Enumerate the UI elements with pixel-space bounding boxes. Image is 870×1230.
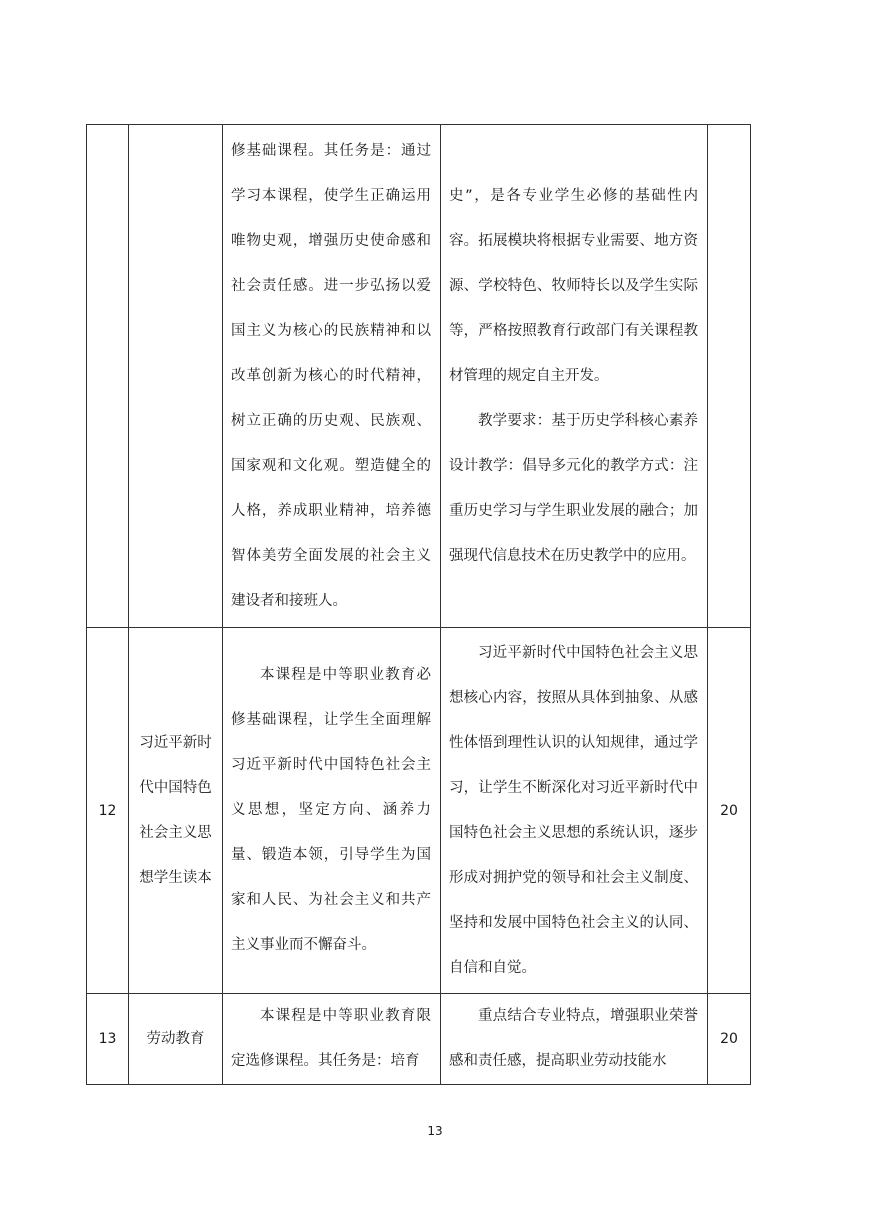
- row-number-cell: 12: [87, 628, 129, 994]
- hours-cell: 20: [708, 628, 751, 994]
- course-task-cell: [223, 994, 441, 1085]
- course-name-cell: [129, 628, 223, 994]
- course-content-cell: [441, 994, 708, 1085]
- course-task-text: 本课程是中等职业教育必修基础课程，让学生全面理解习近平新时代中国特色社会主义思想，坚定方向、涵养力量、锻造本领，引导学生为国家和人民、为社会主义和共产主义事业而不懈奋斗。: [231, 667, 431, 953]
- course-content-text: 习近平新时代中国特色社会主义思想核心内容，按照从具体到抽象、从感性体悟到理性认识的认知规律，通过学习，让学生不断深化对习近平新时代中国特色社会主义思想的系统认识，逐步形成对拥护党的领导和社会主义制度、坚持和发展中国特色社会主义的认同、自信和自觉。: [449, 644, 698, 976]
- course-task-cell: [223, 628, 441, 994]
- course-name-cell: [129, 994, 223, 1085]
- course-task-text: 本课程是中等职业教育限定选修课程。其任务是：培育: [231, 1008, 431, 1069]
- row-number-cell: [87, 125, 129, 628]
- course-task-text: 修基础课程。其任务是：通过学习本课程，使学生正确运用唯物史观，增强历史使命感和社会责任感。进一步弘扬以爱国主义为核心的民族精神和以改革创新为核心的时代精神，树立正确的历史观、民族观、国家观和文化观。塑造健全的人格，养成职业精神，培养德智体美劳全面发展的社会主义建设者和接班人。: [231, 142, 431, 609]
- hours-cell: 20: [708, 994, 751, 1085]
- table-row: [87, 125, 751, 628]
- teaching-requirements-paragraph: 教学要求：基于历史学科核心素养设计教学：倡导多元化的教学方式：注重历史学习与学生职业发展的融合；加强现代信息技术在历史教学中的应用。: [449, 412, 698, 564]
- hours-cell: [708, 125, 751, 628]
- course-content-text: [441, 174, 707, 579]
- content-paragraph: 史”，是各专业学生必修的基础性内容。拓展模块将根据专业需要、地方资源、学校特色、牧师特长以及学生实际等，严格按照教育行政部门有关课程教材管理的规定自主开发。: [449, 187, 698, 384]
- course-content-cell: [441, 628, 708, 994]
- course-name: 习近平新时代中国特色社会主义思想学生读本: [139, 734, 212, 886]
- course-table: [86, 124, 751, 1085]
- page-number: 13: [427, 1124, 443, 1138]
- course-task-cell: [223, 125, 441, 628]
- course-name: 劳动教育: [146, 1030, 205, 1047]
- table-row: [87, 628, 751, 994]
- row-number-cell: 13: [87, 994, 129, 1085]
- course-name-cell: [129, 125, 223, 628]
- table-row: [87, 994, 751, 1085]
- course-content-cell: [441, 125, 708, 628]
- course-content-text: 重点结合专业特点，增强职业荣誉感和责任感，提高职业劳动技能水: [449, 1008, 698, 1069]
